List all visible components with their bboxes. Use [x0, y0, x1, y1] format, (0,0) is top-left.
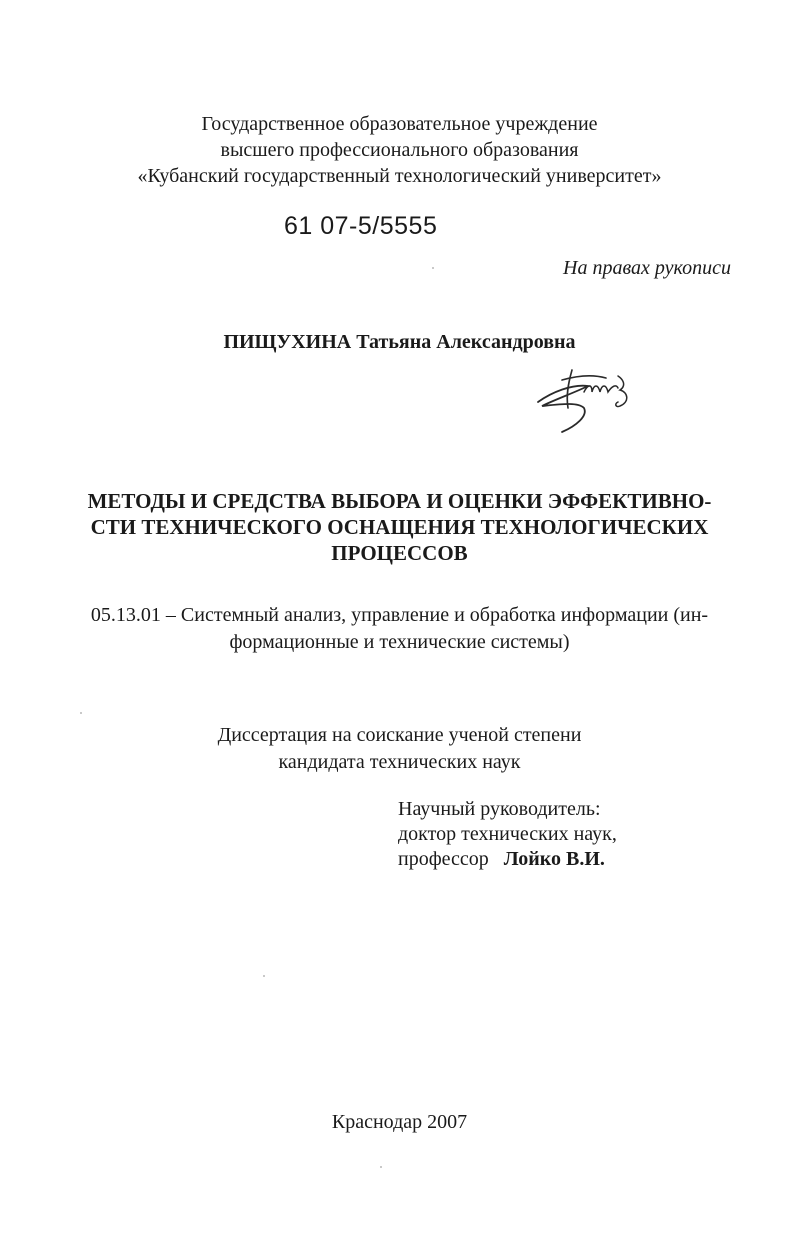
title-line-3: ПРОЦЕССОВ — [331, 541, 468, 565]
institution-line-2: высшего профессионального образования — [220, 139, 579, 161]
specialty-code — [0, 604, 799, 658]
author-signature — [532, 362, 642, 442]
degree-line-2: кандидата технических наук — [278, 751, 521, 773]
author-name: ПИЩУХИНА Татьяна Александровна — [223, 331, 576, 353]
scan-speck — [380, 1166, 382, 1168]
specialty-line-2: формационные и технические системы) — [229, 631, 570, 653]
scan-speck — [432, 267, 434, 269]
rights-note: На правах рукописи — [563, 257, 731, 279]
supervisor-name: Лойко В.И. — [503, 848, 605, 870]
scan-speck — [263, 975, 265, 977]
institution-line-1: Государственное образовательное учреждение — [201, 113, 598, 135]
supervisor-label: Научный руководитель: — [398, 798, 601, 820]
scan-speck — [80, 712, 82, 714]
registry-number: 61 07-5/5555 — [284, 212, 438, 240]
title-line-2: СТИ ТЕХНИЧЕСКОГО ОСНАЩЕНИЯ ТЕХНОЛОГИЧЕСКИХ — [90, 515, 709, 539]
institution-block — [0, 112, 799, 190]
supervisor-rank-line — [398, 848, 617, 873]
supervisor-rank: профессор — [398, 848, 489, 870]
specialty-line-1: 05.13.01 – Системный анализ, управление и обработка информации (ин- — [90, 604, 709, 626]
title-line-1: МЕТОДЫ И СРЕДСТВА ВЫБОРА И ОЦЕНКИ ЭФФЕКТИВНО- — [87, 489, 712, 513]
city-year: Краснодар 2007 — [331, 1111, 468, 1133]
degree-line-1: Диссертация на соискание ученой степени — [217, 724, 582, 746]
dissertation-title — [0, 488, 799, 566]
degree-statement — [0, 724, 799, 778]
supervisor-degree: доктор технических наук, — [398, 823, 617, 845]
supervisor-block — [398, 798, 617, 873]
institution-line-3: «Кубанский государственный технологический университет» — [137, 165, 662, 187]
